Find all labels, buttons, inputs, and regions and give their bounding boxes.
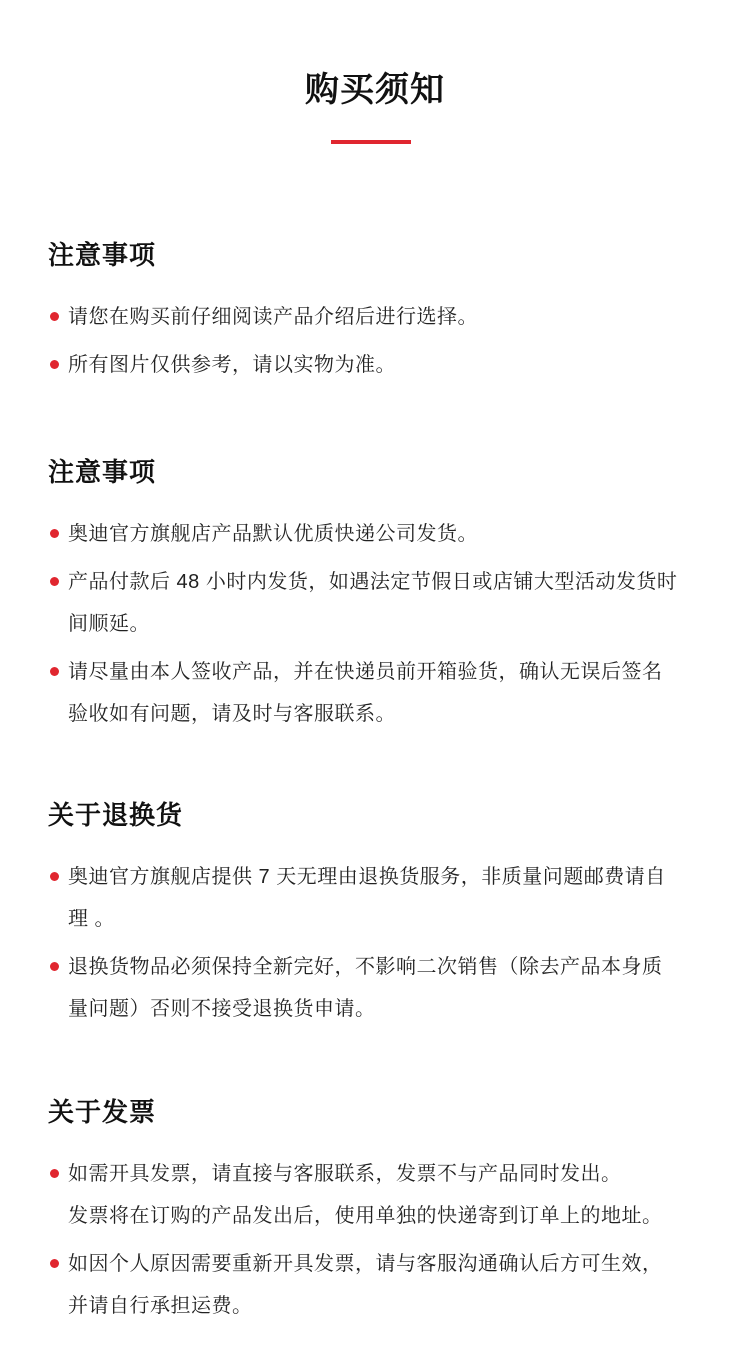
bullet-dot-icon <box>50 577 59 586</box>
section-heading: 注意事项 <box>48 240 157 270</box>
list-item <box>48 856 718 940</box>
list-item <box>48 1243 718 1327</box>
list-item <box>48 561 718 645</box>
item-text: 请尽量由本人签收产品，并在快递员前开箱验货，确认无误后签名 验收如有问题，请及时与客服联系。 <box>68 661 663 725</box>
bullet-dot-icon <box>50 962 59 971</box>
item-text: 产品付款后 48 小时内发货，如遇法定节假日或店铺大型活动发货时 间顺延。 <box>68 571 678 635</box>
bullet-dot-icon <box>50 1259 59 1268</box>
item-text: 奥迪官方旗舰店提供 7 天无理由退换货服务，非质量问题邮费请自 理 。 <box>68 866 666 930</box>
bullet-dot-icon <box>50 312 59 321</box>
title-underline <box>331 140 411 144</box>
bullet-dot-icon <box>50 529 59 538</box>
section-returns <box>48 795 718 1036</box>
section-heading: 关于发票 <box>48 1097 157 1127</box>
item-text: 退换货物品必须保持全新完好，不影响二次销售（除去产品本身质 量问题）否则不接受退换货申请。 <box>68 956 663 1020</box>
bullet-dot-icon <box>50 667 59 676</box>
bullet-dot-icon <box>50 1169 59 1178</box>
section-notes-2 <box>48 452 718 741</box>
list-item <box>48 946 718 1030</box>
list-item <box>48 1153 718 1237</box>
item-text: 奥迪官方旗舰店产品默认优质快递公司发货。 <box>68 523 478 545</box>
list-item <box>48 513 718 555</box>
bullet-dot-icon <box>50 872 59 881</box>
section-notes-1 <box>48 235 718 392</box>
section-heading: 注意事项 <box>48 457 157 487</box>
bullet-dot-icon <box>50 360 59 369</box>
section-heading: 关于退换货 <box>48 800 184 830</box>
item-text: 如需开具发票，请直接与客服联系，发票不与产品同时发出。 发票将在订购的产品发出后，使用单独的快递寄到订单上的地址。 <box>68 1163 663 1227</box>
list-item <box>48 296 718 338</box>
item-text: 所有图片仅供参考，请以实物为准。 <box>68 354 396 376</box>
page-title: 购买须知 <box>305 71 445 109</box>
list-item <box>48 344 718 386</box>
section-invoice <box>48 1092 718 1333</box>
item-text: 请您在购买前仔细阅读产品介绍后进行选择。 <box>68 306 478 328</box>
item-text: 如因个人原因需要重新开具发票，请与客服沟通确认后方可生效， 并请自行承担运费。 <box>68 1253 663 1317</box>
list-item <box>48 651 718 735</box>
